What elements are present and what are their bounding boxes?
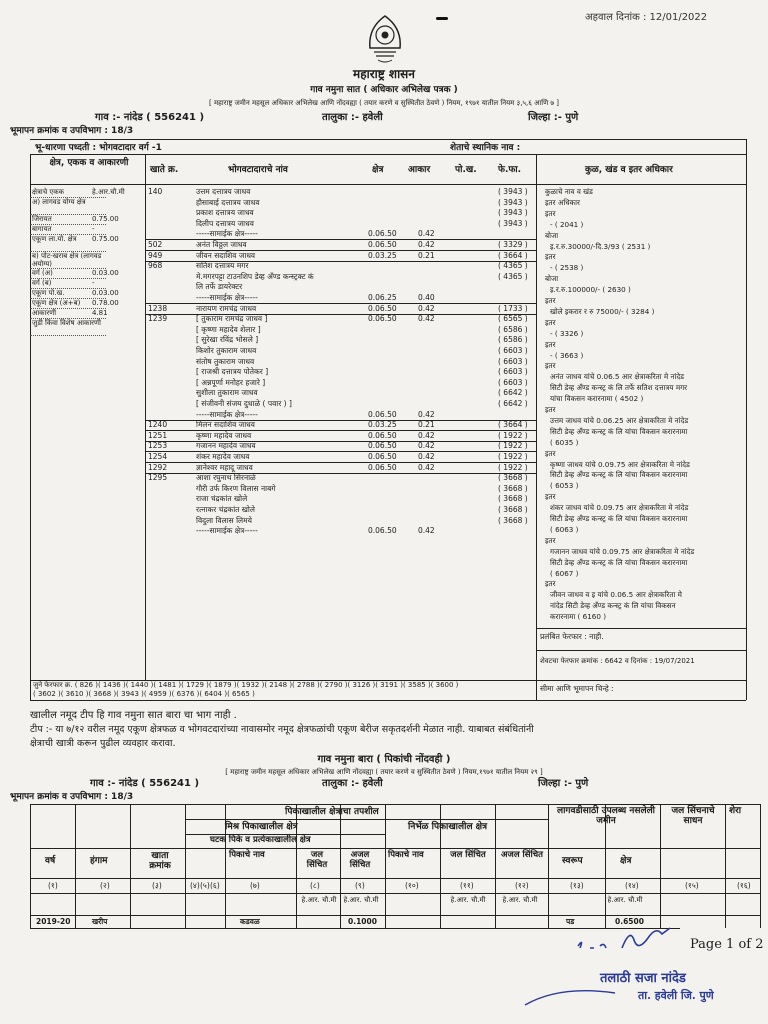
account-number: 1238 — [148, 303, 168, 313]
column-number: (१३) — [570, 881, 584, 890]
area-value: 0.78.00 — [92, 299, 119, 307]
header-area-unit: क्षेत्र, एकक व आकारणी — [49, 158, 129, 168]
area-value: 4.81 — [92, 309, 108, 317]
account-number: 502 — [148, 240, 163, 249]
holder-mutation: ( 6603 ) — [498, 346, 528, 355]
rights-line: शंकर जाधव यांचे 0.09.75 आर क्षेत्राकरिता मे नांदेड — [550, 503, 689, 513]
header-unirrigated-2: अजल सिंचित — [501, 850, 543, 860]
government-seal-icon — [360, 8, 410, 68]
holder-mutation: ( 3668 ) — [498, 515, 528, 525]
holder-assessment: 0.42 — [418, 303, 435, 313]
header-assessment: आकार — [408, 165, 431, 175]
holder-mutation: ( 1922 ) — [498, 452, 528, 461]
rights-line: इतर — [545, 317, 556, 327]
holder-area: 0.06.50 — [368, 240, 397, 249]
report-date: अहवाल दिनांक : 12/01/2022 — [585, 12, 708, 23]
holder-name: अनंत विठ्ठल जाधव — [196, 240, 247, 249]
account-number: 949 — [148, 250, 163, 260]
header-mixed-crop: मिश्र पिकाखालील क्षेत्र — [225, 822, 298, 832]
header-nature: स्वरूप — [562, 856, 583, 866]
holder-mutation: ( 3668 ) — [498, 483, 528, 493]
rights-line: बोजा — [545, 230, 559, 240]
rule — [75, 804, 76, 928]
holder-name: किशोर तुकाराम जाधव — [196, 346, 257, 355]
rule — [30, 804, 31, 928]
rule — [30, 848, 760, 849]
form7-title: गाव नमुना सात ( अधिकार अभिलेख पत्रक ) — [310, 85, 458, 95]
holder-name: गौरी उर्फ किरण विलास नाबगे — [196, 483, 276, 493]
survey-number: भूमापन क्रमांक व उपविभाग : 18/3 — [10, 126, 134, 136]
rule — [30, 893, 760, 894]
rights-line: इतर — [545, 579, 556, 589]
holder-mutation: ( 3664 ) — [498, 420, 528, 430]
header-crop-area-details: पिकाखालील क्षेत्राचा तपशील — [285, 807, 379, 817]
rights-line: ( 6067 ) — [550, 568, 579, 578]
holder-name: उत्तम दत्तात्रय जाधव — [196, 187, 251, 196]
header-pokharab: पो.ख. — [455, 165, 477, 175]
rights-line: इतर — [545, 252, 556, 262]
holder-name: हौसाबाई दत्तात्रय जाधव — [196, 197, 260, 207]
rights-line: सिटी डेव्ह अँण्ड कन्स्ट्र कं लि यांचा विकसन करारनामा — [550, 514, 688, 523]
holder-mutation: ( 6565 ) — [498, 314, 528, 324]
account-number: 1254 — [148, 452, 168, 461]
holder-area: 0.03.25 — [368, 250, 397, 260]
account-number: 1292 — [148, 462, 168, 472]
area-value: 0.75.00 — [92, 235, 119, 243]
holder-name: [ राजश्री दत्तात्रय पोतेकर ] — [196, 367, 269, 377]
holder-assessment: 0.42 — [418, 229, 435, 239]
header-season: हंगाम — [90, 856, 108, 866]
page-label: Page 1 of 2 — [690, 937, 764, 952]
holder-name: [ कृष्णा महादेव शेलार ] — [196, 324, 261, 334]
column-number: (१५) — [685, 881, 699, 890]
crop-nature: पड — [566, 917, 575, 926]
rights-line: बोजा — [545, 274, 559, 284]
rule — [30, 139, 746, 140]
rule — [385, 804, 386, 928]
area-label: वर्ग (ब) — [32, 279, 52, 287]
holder-mutation: ( 4365 ) — [498, 261, 528, 271]
rule — [536, 650, 746, 651]
gov-title: महाराष्ट्र शासन — [353, 67, 415, 81]
column-number: (७) — [250, 881, 260, 890]
rights-line: ( 6035 ) — [550, 437, 579, 447]
rights-line: कुळाचे नाव व खंड — [545, 187, 593, 196]
area-value: 0.75.00 — [92, 215, 119, 223]
holder-mutation: ( 1922 ) — [498, 441, 528, 451]
account-number: 1251 — [148, 430, 168, 440]
holder-mutation: ( 3668 ) — [498, 505, 528, 514]
holder-assessment: 0.42 — [418, 430, 435, 440]
holder-mutation: ( 3943 ) — [498, 187, 528, 196]
holder-assessment: 0.40 — [418, 293, 435, 302]
rule — [30, 335, 106, 336]
holder-name: [ तुकाराम रामचंद्र जाधव ] — [196, 314, 268, 324]
header-area: क्षेत्र — [372, 165, 384, 175]
area-label: एकूण क्षेत्र (अ+ब) — [32, 299, 81, 307]
rule — [725, 804, 726, 928]
rights-line: इतर — [545, 296, 556, 305]
holder-mutation: ( 6603 ) — [498, 377, 528, 387]
rights-line: इतर — [545, 208, 556, 218]
column-number: (१४) — [625, 881, 639, 890]
form12-title: गाव नमुना बारा ( पिकांची नोंदवही ) — [317, 754, 451, 765]
holder-name: [ संजीवनी संजय दुधाळे ( पवार ) ] — [196, 399, 292, 408]
holder-name: ज्ञानेश्वर महादू जाधव — [196, 462, 253, 472]
header-pure-crop: निर्भेळ पिकाखालील क्षेत्र — [408, 822, 488, 832]
holder-area: 0.06.50 — [368, 430, 397, 440]
rights-line: इतर — [545, 361, 556, 371]
rule — [760, 804, 761, 928]
holder-mutation: ( 6586 ) — [498, 324, 528, 334]
rule — [185, 804, 186, 928]
rule — [30, 878, 760, 879]
rights-line: इ.र.रु.100000/- ( 2630 ) — [550, 285, 631, 295]
local-name: शेताचे स्थानिक नाव : — [450, 143, 521, 153]
rule — [495, 804, 496, 928]
unit-label: हे.आर. चौ.मी — [450, 896, 486, 904]
holder-mutation: ( 3943 ) — [498, 197, 528, 207]
holder-mutation: ( 1733 ) — [498, 303, 528, 313]
area-label: बागायत — [32, 225, 52, 233]
holder-name: मिलन सदाशिव जाधव — [196, 420, 255, 430]
holder-name: -----सामाईक क्षेत्र----- — [196, 409, 258, 419]
holder-mutation: ( 6586 ) — [498, 335, 528, 345]
rule — [30, 804, 760, 805]
holder-name: -----सामाईक क्षेत्र----- — [196, 293, 258, 302]
rule — [30, 184, 746, 185]
holder-mutation: ( 6642 ) — [498, 399, 528, 408]
area-label: वर्ग (अ) — [32, 269, 53, 277]
rights-line: - ( 2041 ) — [550, 219, 584, 229]
area-label: ब) पोट-खराब क्षेत्र (लागवड अयोग्य) — [32, 252, 102, 269]
header-year: वर्ष — [45, 856, 56, 866]
column-number: (२) — [100, 881, 110, 890]
boundary-marks: सीमा आणि भूमापन चिन्हे : — [540, 684, 614, 693]
stamp-office: तलाठी सजा नांदेड — [600, 971, 686, 986]
holder-name: -----सामाईक क्षेत्र----- — [196, 526, 258, 536]
holder-mutation: ( 6603 ) — [498, 356, 528, 366]
header-khate: खाता क्रमांक — [149, 851, 171, 872]
taluka: तालुका :- हवेली — [322, 112, 383, 123]
holder-name: नारायण रामचंद्र जाधव — [196, 303, 257, 313]
header-irrigated-2: जल सिंचित — [450, 850, 486, 860]
header-holder: भोगवटादाराचे नांव — [228, 165, 288, 175]
holder-mutation: ( 6603 ) — [498, 367, 528, 377]
district: जिल्हा :- पुणे — [528, 112, 579, 123]
form12-rules: [ महाराष्ट्र जमीन महसूल अधिकार अभिलेख आणि नोंदवह्या ( तयार करणे व सुस्थितीत ठेवणे ) नियम,१९७१ यातील नियम २९ ] — [225, 768, 543, 776]
holder-name: मे.मगरपट्टा टाउनशिप डेव्ह अँण्ड कन्स्ट्रक्ट कं — [196, 271, 314, 281]
crop-name: कडवळ — [240, 917, 260, 926]
rule — [130, 804, 131, 928]
holder-assessment: 0.42 — [418, 452, 435, 461]
unit-label: हे.आर. चौ.मी — [301, 896, 337, 904]
holder-name: सुशीला तुकाराम जाधव — [196, 388, 258, 398]
note-line-1: खालील नमूद टीप हि गाव नमुना सात बारा चा भाग नाही . — [30, 710, 237, 721]
holder-area: 0.06.50 — [368, 462, 397, 472]
account-number: 1240 — [148, 420, 168, 430]
holder-mutation: ( 1922 ) — [498, 430, 528, 440]
rights-line: यांचा विकसन करारनामा ( 4502 ) — [550, 394, 644, 404]
rule — [536, 154, 537, 700]
column-number: (५) — [200, 881, 210, 890]
header-crop-name-2: पिकाचे नाव — [388, 850, 424, 860]
rule — [30, 154, 746, 155]
rights-line: इतर — [545, 492, 556, 502]
area-value: हे.आर.चौ.मी — [92, 188, 125, 196]
header-irrigation-source: जल सिंचनाचे साधन — [671, 806, 715, 827]
taluka-2: तालुका :- हवेली — [322, 778, 383, 789]
holder-name: संतोष तुकाराम जाधव — [196, 356, 255, 366]
note-line-3: क्षेत्राची खात्री करून पुढील व्यवहार करावा. — [30, 738, 176, 749]
rights-line: इतर — [545, 448, 556, 458]
rule — [30, 915, 760, 916]
rule — [145, 154, 146, 680]
tenure: भू-धारणा पध्दती : भोगवटादार वर्ग -1 — [35, 143, 162, 153]
header-account: खाते क्र. — [150, 165, 179, 175]
rule — [30, 700, 746, 701]
account-number: 1253 — [148, 441, 168, 451]
rights-line: उत्तम जाधव यांचे 0.06.25 आर क्षेत्राकरिता मे नांदेड — [550, 415, 689, 425]
header-area-2: क्षेत्र — [620, 856, 632, 866]
area-value: - — [92, 279, 95, 287]
account-number: 1239 — [148, 314, 168, 324]
holder-mutation: ( 3943 ) — [498, 208, 528, 218]
column-number: (४) — [190, 881, 200, 890]
header-crop-name: पिकाचे नाव — [229, 850, 265, 860]
rights-line: - ( 2538 ) — [550, 263, 584, 273]
header-unirrigated: अजल सिंचित — [349, 850, 371, 870]
form7-rules: [ महाराष्ट्र जमीन महसूल अधिकार अभिलेख आणि नोंदवह्या ( तयार करणे व सुस्थितीत ठेवणे ) नियम, १९७१ यातील नियम ३,५,६ आणि ७ ] — [208, 99, 559, 107]
holder-name: जीवन सदाशिव जाधव — [196, 250, 256, 260]
holder-name: लि तर्फे डायरेक्टर — [196, 282, 243, 292]
holder-name: कृष्णा महादेव जाधव — [196, 430, 252, 440]
last-mutation: शेवटचा फेरफार क्रमांक : 6642 व दिनांक : 19/07/2021 — [540, 657, 695, 665]
rule — [30, 154, 31, 700]
holder-assessment: 0.21 — [418, 420, 435, 430]
holder-area: 0.03.25 — [368, 420, 397, 430]
rights-line: इतर अधिकार — [545, 197, 580, 207]
area-label: जुडी किंवा विशेष आकारणी — [32, 319, 101, 327]
holder-assessment: 0.42 — [418, 240, 435, 249]
holder-name: आशा रघुनाथ सिरनाळे — [196, 473, 256, 483]
area-label: क्षेत्राचे एकक — [32, 188, 64, 196]
rights-line: खोले इकरार र रु 75000/- ( 3284 ) — [550, 306, 655, 316]
rights-line: - ( 3326 ) — [550, 328, 584, 338]
holder-mutation: ( 3943 ) — [498, 218, 528, 228]
area-value: 0.03.00 — [92, 289, 119, 297]
column-number: (८) — [310, 881, 320, 890]
crop-year: 2019-20 — [36, 917, 71, 926]
account-number: 140 — [148, 187, 163, 196]
holder-area: 0.06.50 — [368, 303, 397, 313]
column-number: (१) — [48, 881, 58, 890]
holder-assessment: 0.21 — [418, 250, 435, 260]
unit-label: हे.आर. चौ.मी — [343, 896, 379, 904]
area-label: आकारणी — [32, 309, 57, 317]
rights-line: जीवन जाधव व इ यांचे 0.06.5 आर क्षेत्राकरिता मे — [550, 590, 682, 600]
holder-mutation: ( 3664 ) — [498, 250, 528, 260]
ink-mark — [436, 17, 448, 20]
holder-name: प्रकाश दत्तात्रय जाधव — [196, 208, 254, 218]
header-rights: कुळ, खंड व इतर अधिकार — [585, 165, 673, 175]
holder-name: [ अन्नपूर्णा मनोहर हजारे ] — [196, 377, 266, 387]
holder-name: शंकर महादेव जाधव — [196, 452, 250, 461]
column-number: (१२) — [515, 881, 529, 890]
area-value: 0.03.00 — [92, 269, 119, 277]
rights-line: कृष्णा जाधव यांचे 0.09.75 आर क्षेत्राकरिता मे नांदेड — [550, 459, 690, 469]
holder-assessment: 0.42 — [418, 462, 435, 472]
column-number: (१६) — [737, 881, 751, 890]
holder-mutation: ( 3668 ) — [498, 494, 528, 504]
holder-mutation: ( 6642 ) — [498, 388, 528, 398]
holder-name: विदुला विलास लिमये — [196, 515, 252, 525]
rights-line: सिटी डेव्ह अँण्ड कन्स्ट्र कं लि यांचा विकसन करारनामा — [550, 426, 688, 436]
rights-line: - ( 3663 ) — [550, 350, 584, 360]
holder-area: 0.06.50 — [368, 441, 397, 451]
header-component-crops: घटक पिके व प्रत्येकाखालील क्षेत्र — [210, 835, 311, 845]
crop-unirrigated: 0.1000 — [348, 917, 377, 926]
rights-line: ( 6063 ) — [550, 524, 579, 534]
holder-area: 0.06.25 — [368, 293, 397, 302]
holder-area: 0.06.50 — [368, 452, 397, 461]
rule — [185, 819, 548, 820]
header-irrigated: जल सिंचित — [306, 850, 328, 870]
holder-mutation: ( 1922 ) — [498, 462, 528, 472]
holder-area: 0.06.50 — [368, 314, 397, 324]
holder-name: रत्नाकर चंद्रकांत खोले — [196, 505, 255, 514]
account-number: 968 — [148, 261, 163, 271]
column-number: (१०) — [405, 881, 419, 890]
area-label: अ) लागवड योग्य क्षेत्र — [32, 198, 86, 206]
column-number: (६) — [210, 881, 220, 890]
rights-line: सिटी डेव्ह अँण्ड कन्स्ट्र कं लि तर्फे सतिश दत्तात्रय मगर — [550, 383, 688, 393]
note-line-2: टीप :- या ७/१२ वरील नमूद एकूण क्षेत्रफळ व भोगवटदारांच्या नावासमोर नमूद क्षेत्रफळांची एकूण बेरीज सकृतदर्शनी मेळात नाही. याबाबत संबंधितांनी — [30, 724, 534, 735]
rights-line: इ.र.रु.30000/-दि.3/93 ( 2531 ) — [550, 241, 651, 251]
old-mutations: जुने फेरफार क्र. ( 826 )( 1436 )( 1440 )( 1481 )( 1729 )( 1879 )( 1932 )( 2148 )( 2788 )( 2790 )( 3126 )( 3191 )( 3585 )( 3600 ) — [33, 681, 459, 689]
area-label: एकूण ला.यो. क्षेत्र — [32, 235, 77, 243]
area-value: - — [92, 225, 95, 233]
rule — [536, 628, 746, 629]
holder-name: सतिश दत्तात्रय मगर — [196, 261, 249, 271]
holder-assessment: 0.42 — [418, 441, 435, 451]
holder-area: 0.06.50 — [368, 229, 397, 239]
district-2: जिल्हा :- पुणे — [538, 778, 589, 789]
column-number: (११) — [460, 881, 474, 890]
rule — [548, 804, 549, 928]
header-mutation: फे.फा. — [498, 165, 522, 175]
old-mutations-cont: ( 3602 )( 3610 )( 3668 )( 3943 )( 4959 )( 6376 )( 6404 )( 6565 ) — [33, 690, 255, 698]
rule — [746, 139, 747, 700]
rights-line: गजानन जाधव यांचे 0.09.75 आर क्षेत्राकरिता मे नांदेड — [550, 546, 695, 556]
holder-assessment: 0.42 — [418, 314, 435, 324]
account-number: 1295 — [148, 473, 168, 483]
rights-line: इतर — [545, 535, 556, 545]
rights-line: सिटी डेव्ह अँण्ड कन्स्ट्र कं लि यांचा विकसन करारनामा — [550, 557, 688, 567]
crop-area: 0.6500 — [615, 917, 644, 926]
holder-area: 0.06.50 — [368, 409, 397, 419]
rights-line: अनंत जाधव यांचे 0.06.5 आर क्षेत्राकरिता मे नांदेड — [550, 372, 684, 382]
holder-mutation: ( 3329 ) — [498, 240, 528, 249]
column-number: (३) — [152, 881, 162, 890]
holder-name: -----सामाईक क्षेत्र----- — [196, 229, 258, 239]
holder-area: 0.06.50 — [368, 526, 397, 536]
holder-name: राजा चंद्रकांत खोले — [196, 494, 248, 504]
survey-number-2: भूमापन क्रमांक व उपविभाग : 18/3 — [10, 792, 134, 802]
holder-name: दिलीप दत्तात्रय जाधव — [196, 218, 254, 228]
rights-line: इतर — [545, 339, 556, 349]
signature-icon — [560, 918, 690, 958]
header-uncultivable: लागवडीसाठी उपलब्ध नसलेली जमीन — [556, 806, 655, 827]
village: गाव :- नांदेड ( 556241 ) — [95, 112, 205, 123]
holder-name: [ सुरेखा रविंद्र भोसले ] — [196, 335, 259, 345]
holder-assessment: 0.42 — [418, 526, 435, 536]
rights-line: ( 6053 ) — [550, 481, 579, 491]
area-label: जिरायत — [32, 215, 52, 223]
unit-label: हे.आर. चौ.मी — [502, 896, 538, 904]
holder-mutation: ( 3668 ) — [498, 473, 528, 483]
unit-label: हे.आर. चौ.मी — [607, 896, 643, 904]
stamp-location: ता. हवेली जि. पुणे — [638, 989, 714, 1002]
crop-season: खरीप — [92, 917, 108, 926]
pending-mutation: प्रलंबित फेरफार : नाही. — [540, 632, 604, 641]
rights-line: इतर — [545, 405, 556, 414]
rights-line: नांदेड सिटी डेव्ह अँण्ड कन्स्ट्र कं लि यांचा विकसन — [550, 601, 676, 611]
holder-mutation: ( 4365 ) — [498, 271, 528, 281]
rights-line: करारनामा ( 6160 ) — [550, 612, 607, 622]
holder-name: गजानन महादेव जाधव — [196, 441, 256, 451]
header-remark: शेरा — [729, 806, 742, 816]
rights-line: सिटी डेव्ह अँण्ड कन्स्ट्र कं लि यांचा विकसन करारनामा — [550, 470, 688, 480]
holder-assessment: 0.42 — [418, 409, 435, 419]
stamp-swirl-icon — [520, 975, 620, 1010]
rule — [660, 804, 661, 928]
village-2: गाव :- नांदेड ( 556241 ) — [90, 778, 200, 789]
area-label: एकूण पो.ख. — [32, 289, 65, 297]
column-number: (९) — [355, 881, 365, 890]
